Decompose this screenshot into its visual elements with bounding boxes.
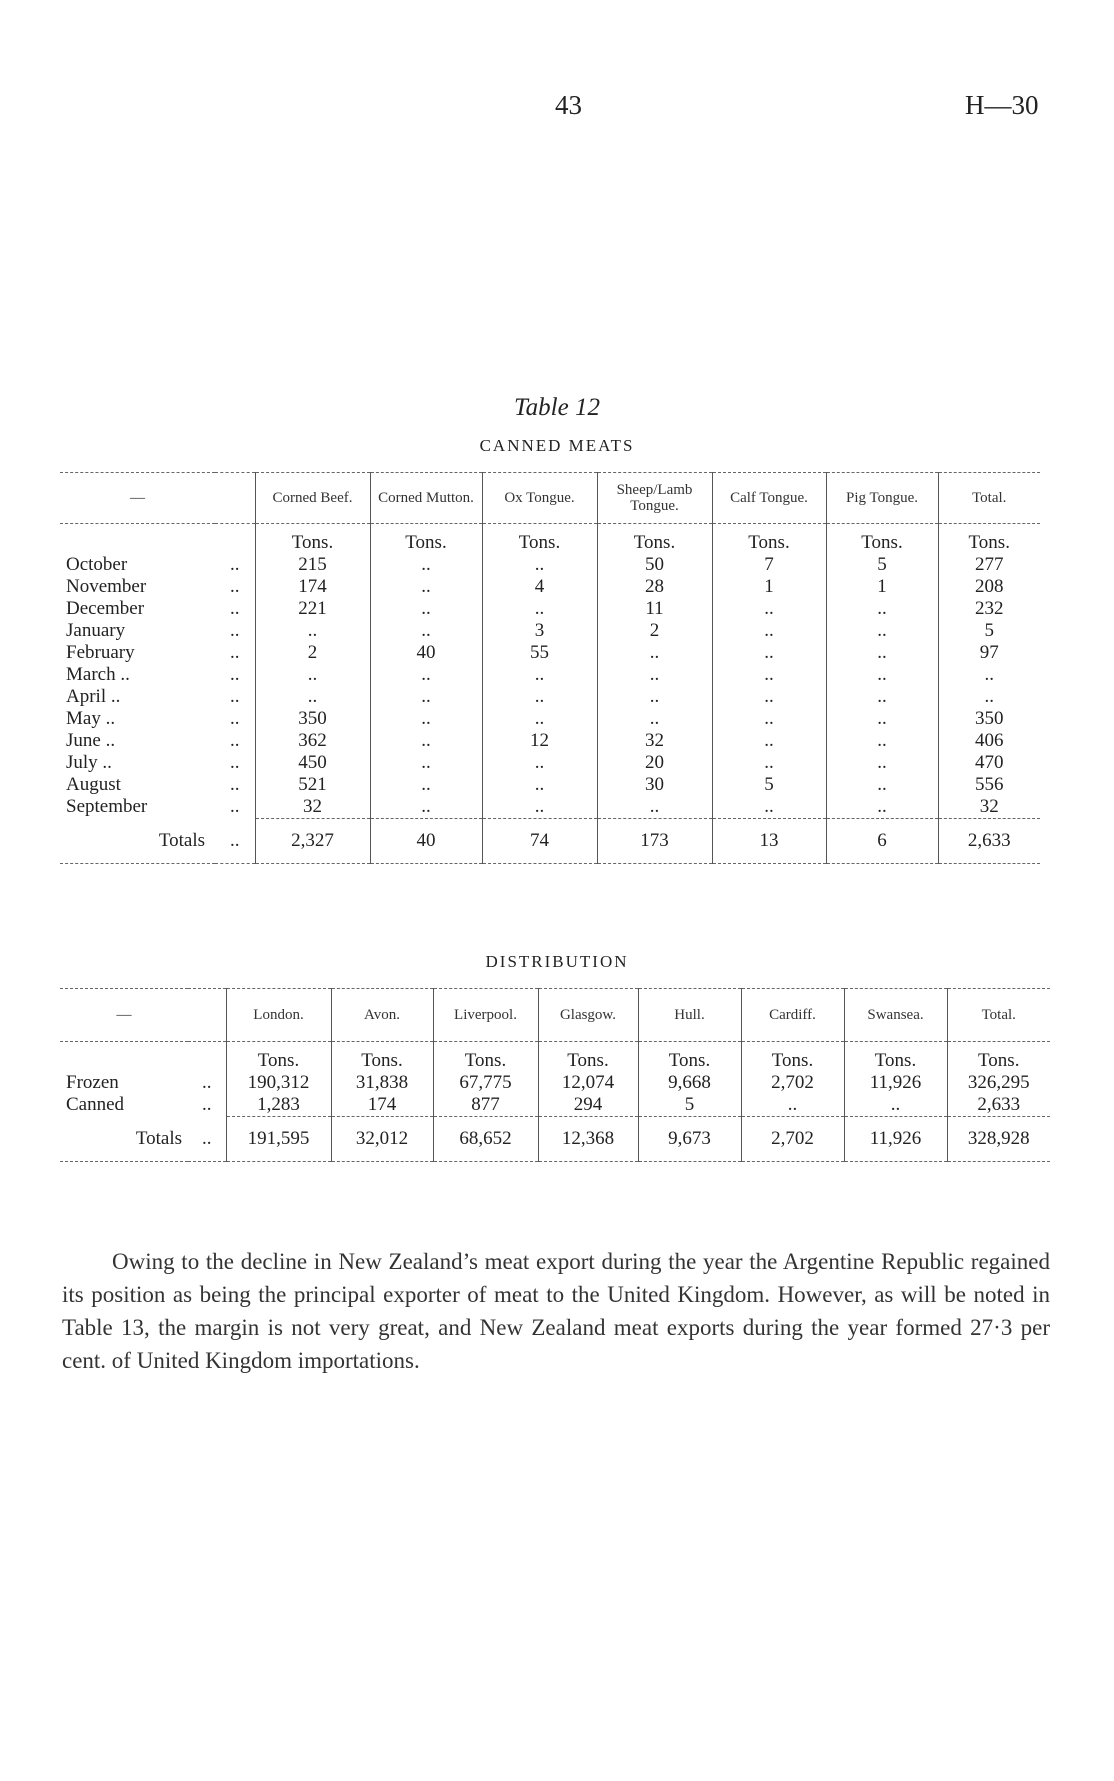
total-value: 9,673 [638,1117,741,1162]
unit-label: Tons. [331,1042,433,1073]
table-cell: 67,775 [433,1072,538,1094]
table-cell: .. [370,598,482,620]
distribution-header-row [60,989,1050,1042]
row-label: November [66,576,147,597]
table-cell: 174 [255,576,370,598]
table-cell: .. [844,1094,947,1117]
row-label: October [66,554,128,575]
leader-dots: .. [230,796,240,818]
table-cell: 32 [255,796,370,819]
table-cell: 3 [482,620,597,642]
table-cell: 9,668 [638,1072,741,1094]
row-label: September [66,796,148,818]
table-cell: 1 [712,576,826,598]
leader-dots: .. [230,730,240,751]
table-cell: .. [255,620,370,642]
table-cell: .. [370,774,482,796]
table-cell: .. [826,730,938,752]
table-cell: 5 [638,1094,741,1117]
leader-dots: .. [230,576,240,597]
totals-label: Totals [60,1117,188,1162]
table-cell: 12,074 [538,1072,638,1094]
table-cell: 277 [938,554,1040,576]
table-cell: 877 [433,1094,538,1117]
totals-label: Totals [60,819,215,864]
table-cell: .. [597,796,712,819]
col-header-total: Total. [947,989,1050,1042]
leader-dots: .. [230,620,240,641]
table-cell: 11,926 [844,1072,947,1094]
unit-label: Tons. [482,524,597,555]
col-header-pig-tongue: Pig Tongue. [826,473,938,524]
table-cell: 2 [255,642,370,664]
table-cell: .. [370,708,482,730]
table-row [60,642,1040,664]
unit-label: Tons. [433,1042,538,1073]
table-cell: 20 [597,752,712,774]
table-cell: 232 [938,598,1040,620]
distribution-table [60,988,1050,1162]
table-cell: 2 [597,620,712,642]
table-row [60,774,1040,796]
col-header-sheep-lamb-tongue: Sheep/Lamb Tongue. [597,473,712,524]
table-cell: 1 [826,576,938,598]
table-cell: 50 [597,554,712,576]
table-cell: .. [712,752,826,774]
table-cell: .. [482,554,597,576]
table-cell: .. [597,708,712,730]
total-value: 2,702 [741,1117,844,1162]
page-number: 43 [555,90,582,120]
row-label: February [66,642,135,663]
table-cell: .. [712,708,826,730]
table-cell: .. [712,620,826,642]
table-cell: 521 [255,774,370,796]
table-cell: .. [826,752,938,774]
row-label: May .. [66,708,116,729]
table-cell: .. [597,642,712,664]
canned-meats-header-row [60,473,1040,524]
table-cell: .. [938,686,1040,708]
col-header-calf-tongue: Calf Tongue. [712,473,826,524]
table-cell: .. [826,708,938,730]
table-cell: .. [482,708,597,730]
table-cell: .. [712,642,826,664]
leader-dots: .. [230,554,240,575]
table-cell: .. [482,774,597,796]
col-header-glasgow: Glasgow. [538,989,638,1042]
table-cell: .. [482,598,597,620]
table-cell: 7 [712,554,826,576]
table-cell: 11 [597,598,712,620]
row-label: July .. [66,752,112,773]
table-cell: 208 [938,576,1040,598]
table-cell: 55 [482,642,597,664]
table-cell: 97 [938,642,1040,664]
total-value: 12,368 [538,1117,638,1162]
unit-label: Tons. [938,524,1040,555]
table-row [60,620,1040,642]
total-value: 68,652 [433,1117,538,1162]
unit-label: Tons. [947,1042,1050,1073]
table-cell: .. [370,752,482,774]
table-cell: .. [712,664,826,686]
leader-dots: .. [230,664,240,685]
table-row [60,576,1040,598]
table-row [60,554,1040,576]
total-value: 32,012 [331,1117,433,1162]
unit-label: Tons. [826,524,938,555]
canned-meats-caption: CANNED MEATS [479,436,635,455]
table-cell: .. [370,796,482,819]
table-cell: .. [826,664,938,686]
table-cell: .. [712,598,826,620]
col-header-avon: Avon. [331,989,433,1042]
table-cell: .. [826,642,938,664]
table-cell: 221 [255,598,370,620]
row-label: April .. [66,686,121,707]
table-cell: .. [255,686,370,708]
leader-dots: .. [202,1094,212,1116]
unit-label: Tons. [370,524,482,555]
total-value: 173 [597,819,712,864]
table-row [60,598,1040,620]
table-cell: 450 [255,752,370,774]
col-header-cardiff: Cardiff. [741,989,844,1042]
total-value: 2,633 [938,819,1040,864]
table-cell: 40 [370,642,482,664]
table-cell: .. [255,664,370,686]
unit-label: Tons. [597,524,712,555]
table-cell: .. [741,1094,844,1117]
table-cell: .. [712,730,826,752]
leader-dots: .. [230,774,240,795]
row-label: Frozen [66,1072,119,1093]
table-cell: 326,295 [947,1072,1050,1094]
leader-dots: .. [188,1117,226,1162]
leader-dots: .. [230,642,240,663]
row-label: December [66,598,145,619]
total-value: 11,926 [844,1117,947,1162]
table-title: Table 12 [514,394,600,421]
table-cell: 5 [938,620,1040,642]
total-value: 328,928 [947,1117,1050,1162]
header-dash: — [60,473,215,524]
table-cell: 215 [255,554,370,576]
table-cell: .. [482,664,597,686]
table-cell: .. [370,576,482,598]
table-cell: .. [370,664,482,686]
table-row [60,1072,1050,1094]
header-dash: — [60,989,188,1042]
table-cell: .. [597,664,712,686]
table-cell: 32 [597,730,712,752]
distribution-totals-row [60,1117,1050,1162]
table-cell: 556 [938,774,1040,796]
table-cell: 2,702 [741,1072,844,1094]
total-value: 2,327 [255,819,370,864]
table-cell: .. [826,796,938,819]
table-cell: .. [826,620,938,642]
unit-label: Tons. [741,1042,844,1073]
table-cell: 362 [255,730,370,752]
unit-label: Tons. [844,1042,947,1073]
table-cell: .. [712,686,826,708]
table-cell: 32 [938,796,1040,819]
leader-dots: .. [230,686,240,707]
table-cell: .. [597,686,712,708]
canned-meats-table [60,472,1040,864]
table-cell: .. [826,686,938,708]
table-cell: .. [370,730,482,752]
leader-dots: .. [230,708,240,729]
total-value: 74 [482,819,597,864]
table-cell: 190,312 [226,1072,331,1094]
leader-dots: .. [230,752,240,773]
table-row [60,796,1040,819]
table-cell: .. [370,554,482,576]
leader-dots: .. [215,819,255,864]
col-header-london: London. [226,989,331,1042]
table-cell: .. [826,774,938,796]
table-cell: 470 [938,752,1040,774]
table-cell: 406 [938,730,1040,752]
total-value: 40 [370,819,482,864]
body-paragraph: Owing to the decline in New Zealand’s meat export during the year the Argentine Republic regained its position as being the principal exporter of meat to the United Kingdom. However, as will be noted in Table 13, the margin is not very great, and New Zealand meat exports during the year formed 27·3 per cent. of United Kingdom importations. [62,1249,1050,1373]
table-cell: 30 [597,774,712,796]
units-row [60,1042,1050,1073]
table-cell: 28 [597,576,712,598]
table-row [60,730,1040,752]
document-code: H—30 [965,90,1039,120]
row-label: June .. [66,730,116,751]
col-header-hull: Hull. [638,989,741,1042]
table-cell: 31,838 [331,1072,433,1094]
unit-label: Tons. [255,524,370,555]
table-cell: 5 [712,774,826,796]
row-label: January [66,620,126,641]
table-cell: .. [826,598,938,620]
table-cell: .. [938,664,1040,686]
table-cell: 5 [826,554,938,576]
table-cell: 174 [331,1094,433,1117]
col-header-total: Total. [938,473,1040,524]
leader-dots: .. [230,598,240,619]
unit-label: Tons. [638,1042,741,1073]
unit-label: Tons. [712,524,826,555]
total-value: 13 [712,819,826,864]
leader-dots: .. [202,1072,212,1093]
table-cell: 12 [482,730,597,752]
table-row [60,708,1040,730]
table-cell: 350 [938,708,1040,730]
col-header-liverpool: Liverpool. [433,989,538,1042]
table-row [60,664,1040,686]
row-label: Canned [66,1094,125,1116]
col-header-corned-mutton: Corned Mutton. [370,473,482,524]
table-row [60,752,1040,774]
total-value: 191,595 [226,1117,331,1162]
table-cell: .. [370,686,482,708]
table-cell: 4 [482,576,597,598]
table-cell: 350 [255,708,370,730]
table-row [60,686,1040,708]
table-cell: .. [482,796,597,819]
table-cell: .. [370,620,482,642]
total-value: 6 [826,819,938,864]
units-row [60,524,1040,555]
col-header-swansea: Swansea. [844,989,947,1042]
canned-meats-totals-row [60,819,1040,864]
unit-label: Tons. [538,1042,638,1073]
table-cell: .. [712,796,826,819]
table-cell: .. [482,752,597,774]
col-header-ox-tongue: Ox Tongue. [482,473,597,524]
row-label: August [66,774,121,795]
table-cell: 1,283 [226,1094,331,1117]
row-label: March .. [66,664,130,685]
table-row [60,1094,1050,1117]
col-header-corned-beef: Corned Beef. [255,473,370,524]
distribution-caption: DISTRIBUTION [485,952,629,971]
unit-label: Tons. [226,1042,331,1073]
table-cell: 294 [538,1094,638,1117]
table-cell: 2,633 [947,1094,1050,1117]
table-cell: .. [482,686,597,708]
